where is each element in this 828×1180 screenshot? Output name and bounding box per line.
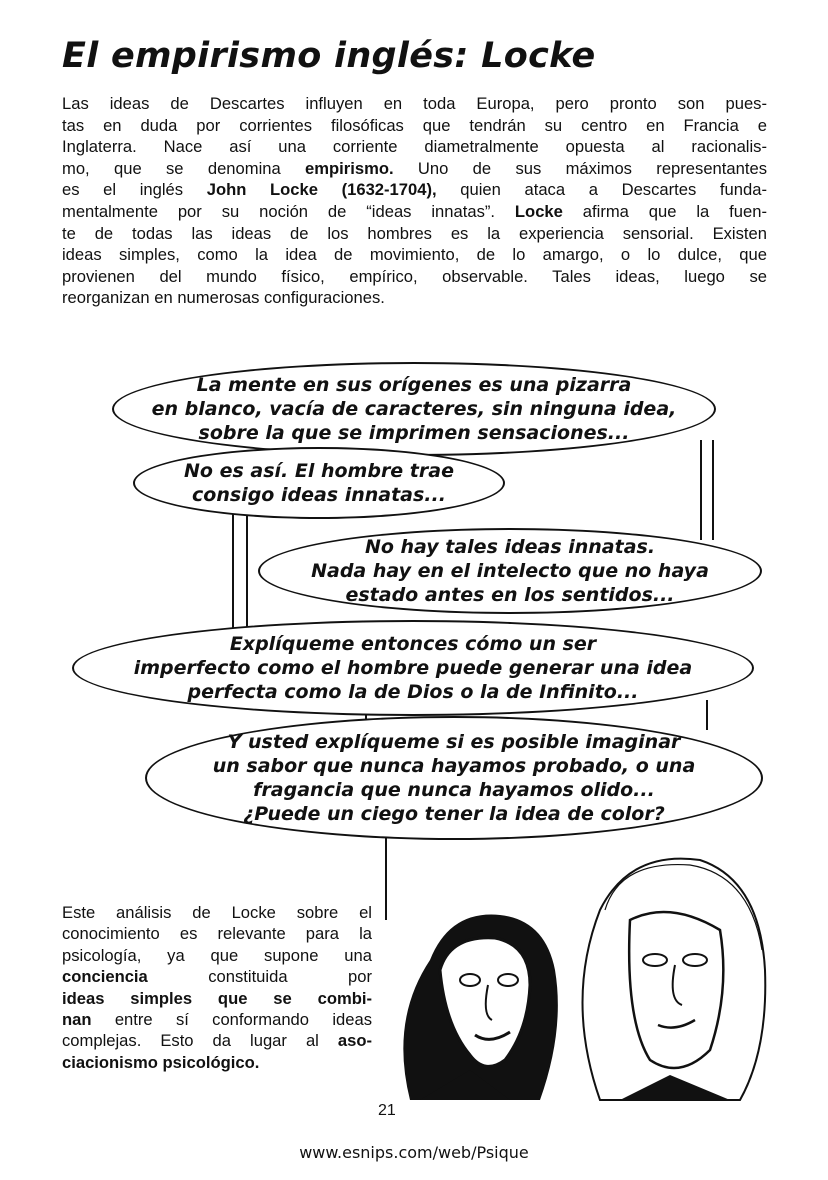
bubble-line: fragancia que nunca hayamos olido... [253,779,655,801]
bubble-line: No es así. El hombre trae [184,460,454,482]
text-run: conocimiento es relevante para la [62,924,372,944]
bubble-line: en blanco, vacía de caracteres, sin ninguna idea, [151,398,677,420]
text-line [62,223,767,245]
bubble-tail [700,440,702,540]
speech-bubble-4 [72,620,754,716]
text-run: mentalmente por su noción de “ideas innatas”. [62,201,515,221]
bubble-line: estado antes en los sentidos... [345,584,675,606]
text-line [62,266,767,288]
text-run: entre sí conformando ideas [91,1010,372,1030]
text-line [62,1052,372,1073]
bold-text: conciencia [62,967,148,987]
bubble-line: ¿Puede un ciego tener la idea de color? [243,803,665,825]
side-paragraph [62,902,372,1073]
bubble-line: Y usted explíqueme si es posible imaginar [227,731,681,753]
page-title: El empirismo inglés: Locke [62,36,596,76]
text-run: Este análisis de Locke sobre el [62,903,372,922]
text-run: ideas simples, como la idea de movimiento, de lo amargo, o lo dulce, que [62,245,767,265]
text-line [62,244,767,266]
speech-bubble-2 [133,447,505,519]
text-line [62,923,372,944]
text-run: quien ataca a Descartes funda- [436,180,767,200]
bubble-tail [232,505,234,630]
text-line [62,179,767,201]
bubble-line: La mente en sus orígenes es una pizarra [196,374,632,396]
text-line [62,201,767,223]
text-run: Inglaterra. Nace así una corriente diametralmente opuesta al racionalis- [62,137,767,157]
text-line [62,1009,372,1030]
text-run: tas en duda por corrientes filosóficas que tendrán su centro en Francia e [62,115,767,135]
bold-text: aso- [337,1031,372,1051]
descartes-caricature [403,915,558,1100]
bubble-line: perfecta como la de Dios o la de Infinito... [187,681,639,703]
source-url: www.esnips.com/web/Psique [299,1143,529,1162]
bubble-line: consigo ideas innatas... [192,484,446,506]
text-run: Las ideas de Descartes influyen en toda Europa, pero pronto son pues- [62,94,767,113]
caricature-illustration [370,820,780,1110]
page-number: 21 [378,1102,396,1119]
text-run: afirma que la fuen- [562,201,768,221]
text-line [62,966,372,987]
text-line [62,988,372,1009]
speech-bubble-1 [112,362,716,456]
bubble-tail [706,700,708,730]
bold-text: ciacionismo psicológico. [62,1052,260,1072]
text-line [62,287,767,309]
text-run: te de todas las ideas de los hombres es la experiencia sensorial. Existen [62,223,767,243]
bubble-line: No hay tales ideas innatas. [364,536,656,558]
text-line [62,945,372,966]
bold-text: Locke [514,201,563,221]
text-line [62,115,767,137]
text-line [62,902,372,923]
text-run: es el inglés [62,180,207,200]
text-run: complejas. Esto da lugar al [62,1031,338,1051]
text-run: constituida por [147,967,372,987]
locke-caricature [583,859,766,1100]
bold-text: empirismo. [305,158,394,178]
bubble-line: imperfecto como el hombre puede generar una idea [133,657,693,679]
bold-text: John Locke (1632-1704), [206,180,437,200]
bubble-tail [712,440,714,540]
bubble-line: Nada hay en el intelecto que no haya [311,560,709,582]
bold-text: nan [62,1010,92,1030]
text-line [62,158,767,180]
intro-paragraph [62,93,767,309]
text-run: provienen del mundo físico, empírico, observable. Tales ideas, luego se [62,266,767,286]
text-run: mo, que se denomina [62,158,306,178]
speech-bubble-3 [258,528,762,614]
text-line [62,93,767,115]
text-run: psicología, ya que supone una [62,945,372,965]
text-run: reorganizan en numerosas configuraciones. [62,288,385,308]
text-run: Uno de sus máximos representantes [393,158,767,178]
bubble-line: Explíqueme entonces cómo un ser [229,633,597,655]
bold-text: ideas simples que se combi- [62,988,372,1008]
bubble-tail [246,505,248,630]
bubble-line: sobre la que se imprimen sensaciones... [198,422,630,444]
text-line [62,1030,372,1051]
bubble-line: un sabor que nunca hayamos probado, o una [212,755,696,777]
text-line [62,136,767,158]
